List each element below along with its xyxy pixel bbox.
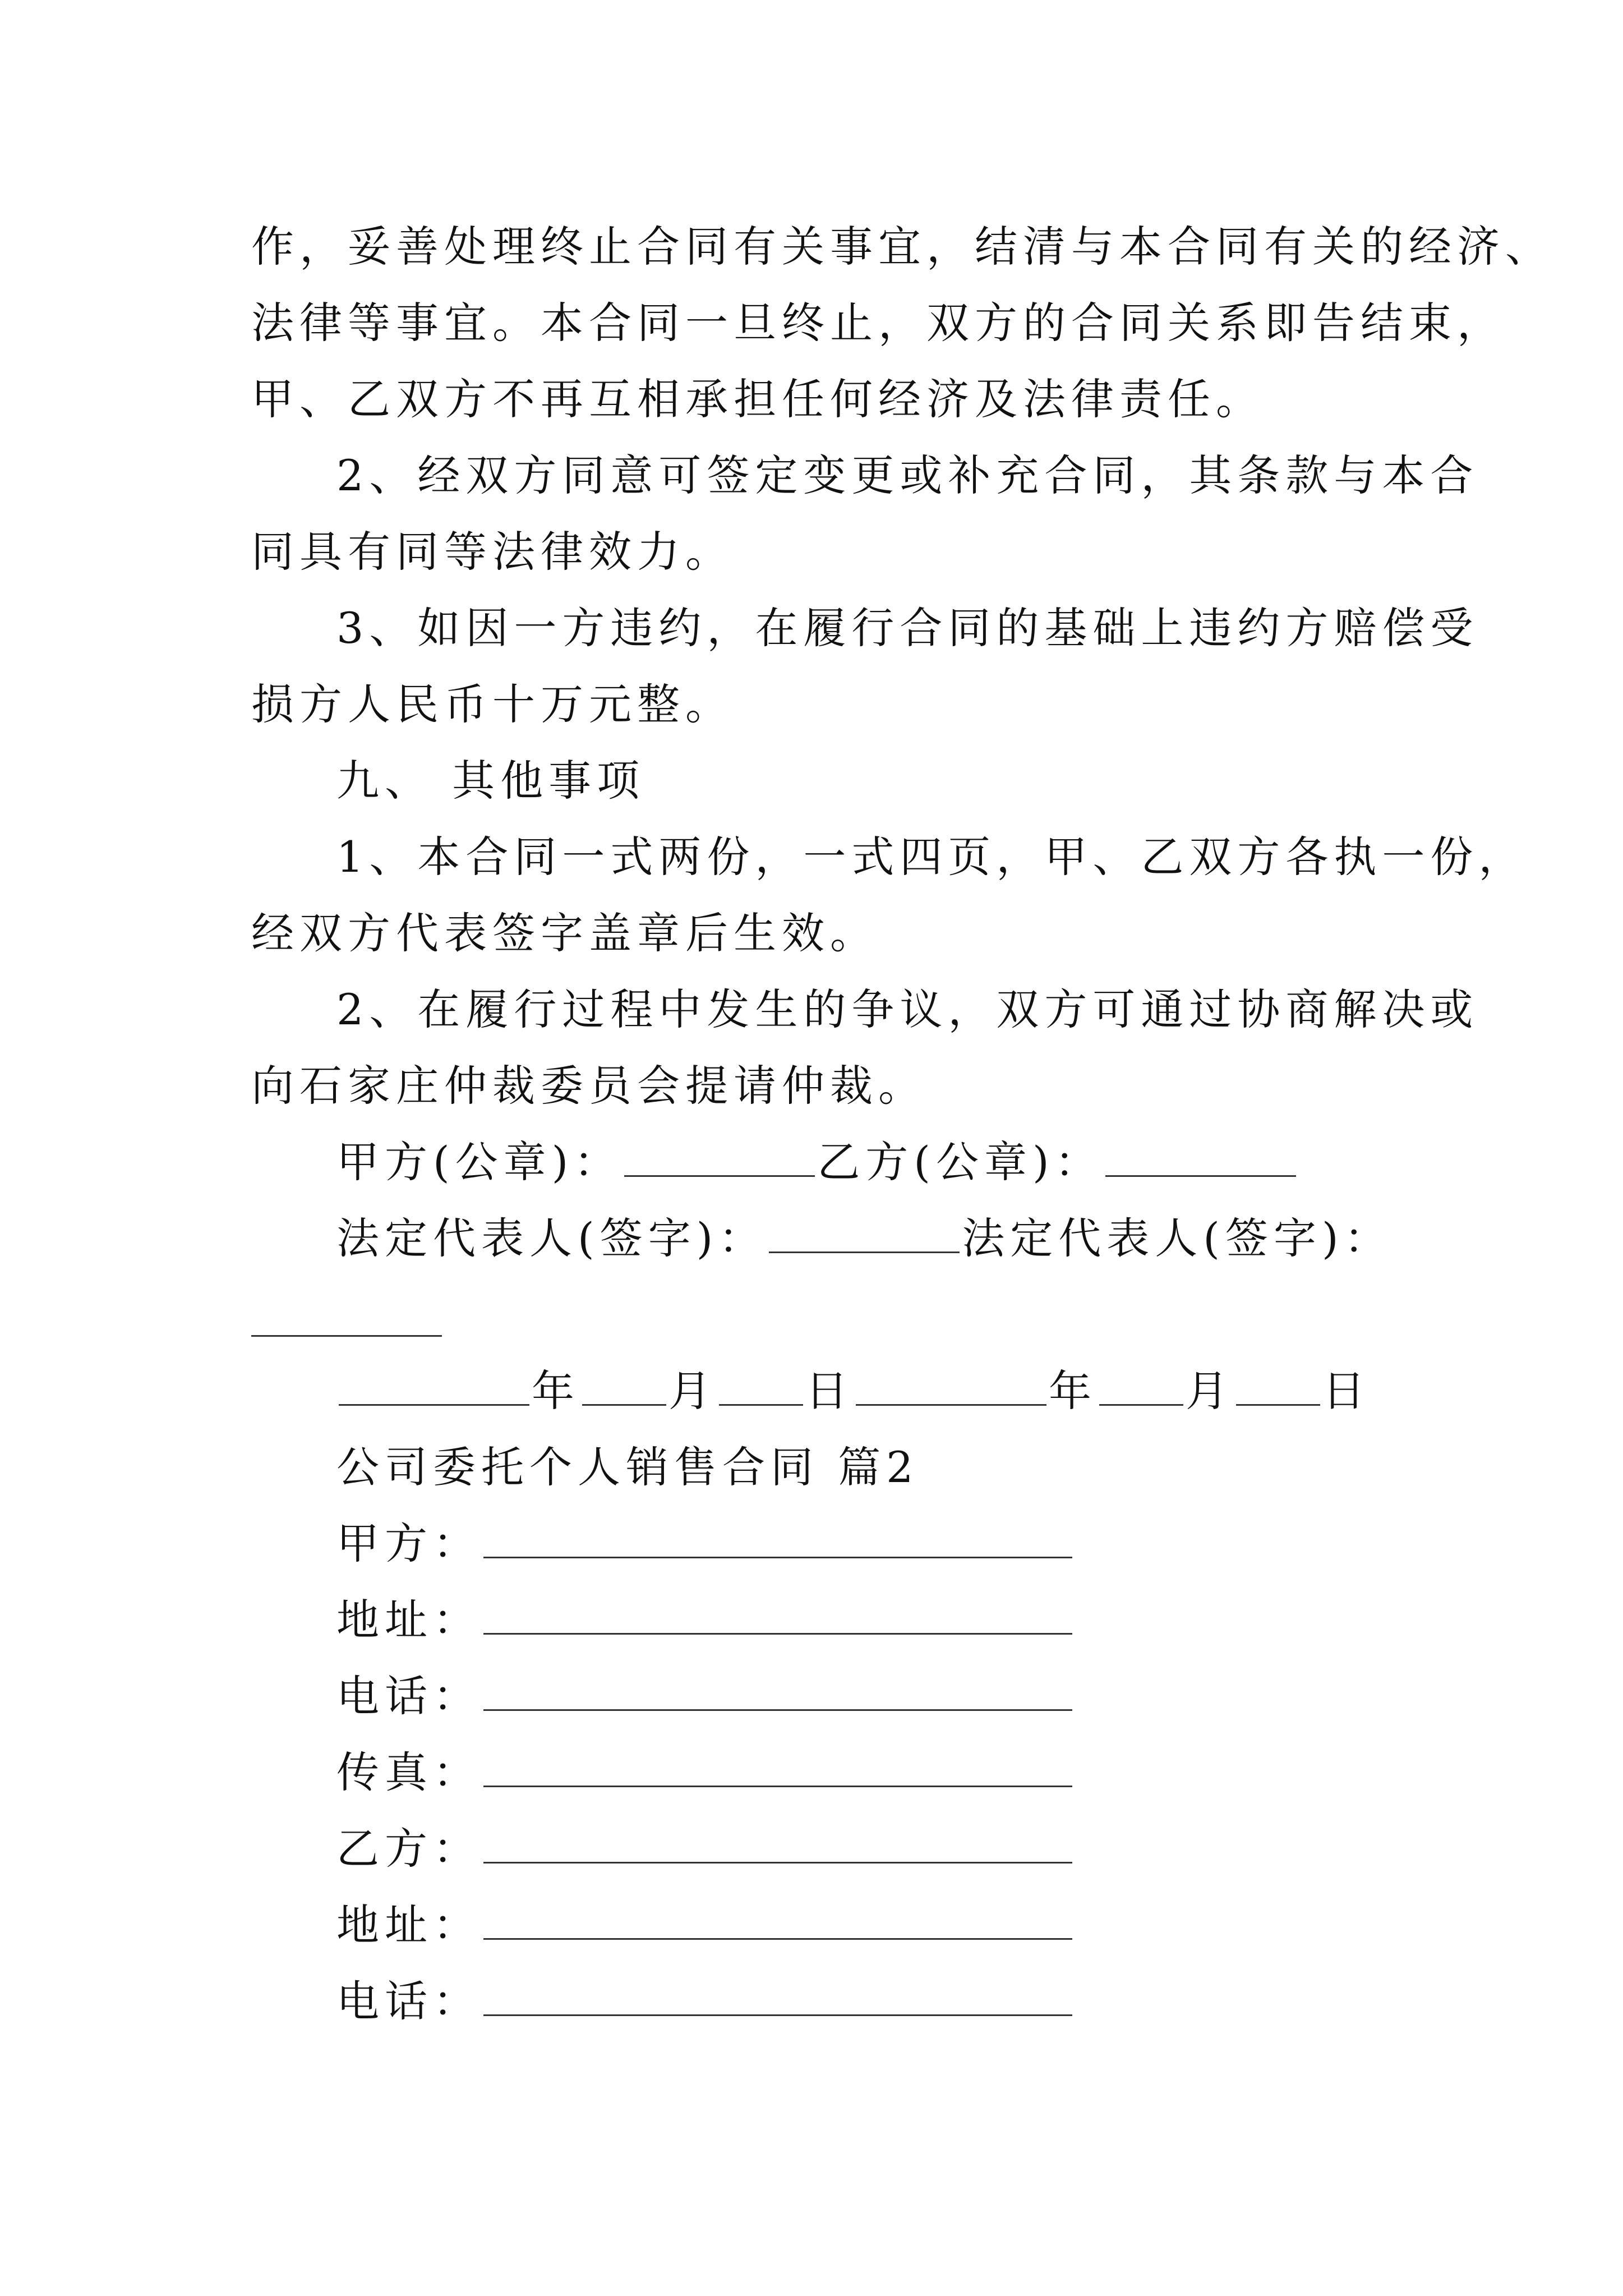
day-label-a: 日 xyxy=(805,1366,854,1416)
field-phone-a xyxy=(336,1658,1075,1734)
party-b-label: 乙方： xyxy=(336,1824,481,1874)
clause-3-line: 损方人民币十万元整。 xyxy=(251,679,734,729)
day-blank-b xyxy=(1236,1404,1320,1406)
paragraph-line: 作，妥善处理终止合同有关事宜，结清与本合同有关的经济、 xyxy=(251,222,1553,272)
address-b-label: 地址： xyxy=(336,1900,481,1950)
year-blank-a xyxy=(339,1404,529,1406)
month-label-b: 月 xyxy=(1186,1366,1234,1416)
seal-line xyxy=(336,1124,1298,1200)
party-b-blank xyxy=(483,1862,1072,1864)
paragraph-line: 法律等事宜。本合同一旦终止，双方的合同关系即告结束， xyxy=(251,298,1505,348)
day-blank-a xyxy=(719,1404,803,1406)
phone-b-blank xyxy=(483,2014,1072,2016)
other-clause-2-line: 2、在履行过程中发生的争议，双方可通过协商解决或 xyxy=(336,984,1479,1034)
fax-a-blank xyxy=(483,1786,1072,1787)
other-clause-1-line: 1、本合同一式两份，一式四页，甲、乙双方各执一份， xyxy=(336,832,1527,882)
address-a-blank xyxy=(483,1633,1072,1635)
phone-a-label: 电话： xyxy=(336,1671,481,1721)
day-label-b: 日 xyxy=(1322,1366,1371,1416)
clause-3-line: 3、如因一方违约，在履行合同的基础上违约方赔偿受 xyxy=(336,603,1479,653)
month-blank-b xyxy=(1099,1404,1183,1406)
party-a-blank xyxy=(483,1557,1072,1558)
legal-rep-b-blank xyxy=(251,1335,442,1337)
field-party-b xyxy=(336,1811,1075,1887)
year-label-b: 年 xyxy=(1049,1366,1097,1416)
phone-b-label: 电话： xyxy=(336,1976,481,2026)
field-address-a xyxy=(336,1582,1075,1658)
legal-rep-b-label: 法定代表人(签字)： xyxy=(962,1213,1393,1263)
field-phone-b xyxy=(336,1963,1075,2040)
party-b-seal-label: 乙方(公章)： xyxy=(817,1137,1103,1187)
address-a-label: 地址： xyxy=(336,1595,481,1645)
phone-a-blank xyxy=(483,1709,1072,1711)
field-address-b xyxy=(336,1887,1075,1963)
field-fax-a xyxy=(336,1734,1075,1811)
legal-rep-a-label: 法定代表人(签字)： xyxy=(336,1213,767,1263)
other-clause-2-line: 向石家庄仲裁委员会提请仲裁。 xyxy=(251,1061,926,1111)
party-a-seal-label: 甲方(公章)： xyxy=(336,1137,623,1187)
fax-a-label: 传真： xyxy=(336,1747,481,1797)
paragraph-line: 甲、乙双方不再互相承担任何经济及法律责任。 xyxy=(251,374,1264,424)
party-a-label: 甲方： xyxy=(336,1519,481,1568)
date-line xyxy=(336,1353,1371,1429)
clause-2-line: 2、经双方同意可签定变更或补充合同，其条款与本合 xyxy=(336,450,1479,500)
year-label-a: 年 xyxy=(532,1366,580,1416)
field-party-a xyxy=(336,1506,1075,1582)
legal-rep-line xyxy=(336,1200,1393,1277)
party-a-seal-blank xyxy=(624,1175,815,1177)
other-clause-1-line: 经双方代表签字盖章后生效。 xyxy=(251,908,878,958)
section-2-title: 公司委托个人销售合同 篇2 xyxy=(336,1442,919,1492)
month-blank-a xyxy=(582,1404,666,1406)
address-b-blank xyxy=(483,1938,1072,1940)
legal-rep-a-blank xyxy=(769,1251,960,1253)
clause-2-line: 同具有同等法律效力。 xyxy=(251,527,734,577)
year-blank-b xyxy=(856,1404,1046,1406)
month-label-a: 月 xyxy=(668,1366,717,1416)
party-b-seal-blank xyxy=(1105,1175,1296,1177)
section-heading: 九、 其他事项 xyxy=(336,756,645,806)
